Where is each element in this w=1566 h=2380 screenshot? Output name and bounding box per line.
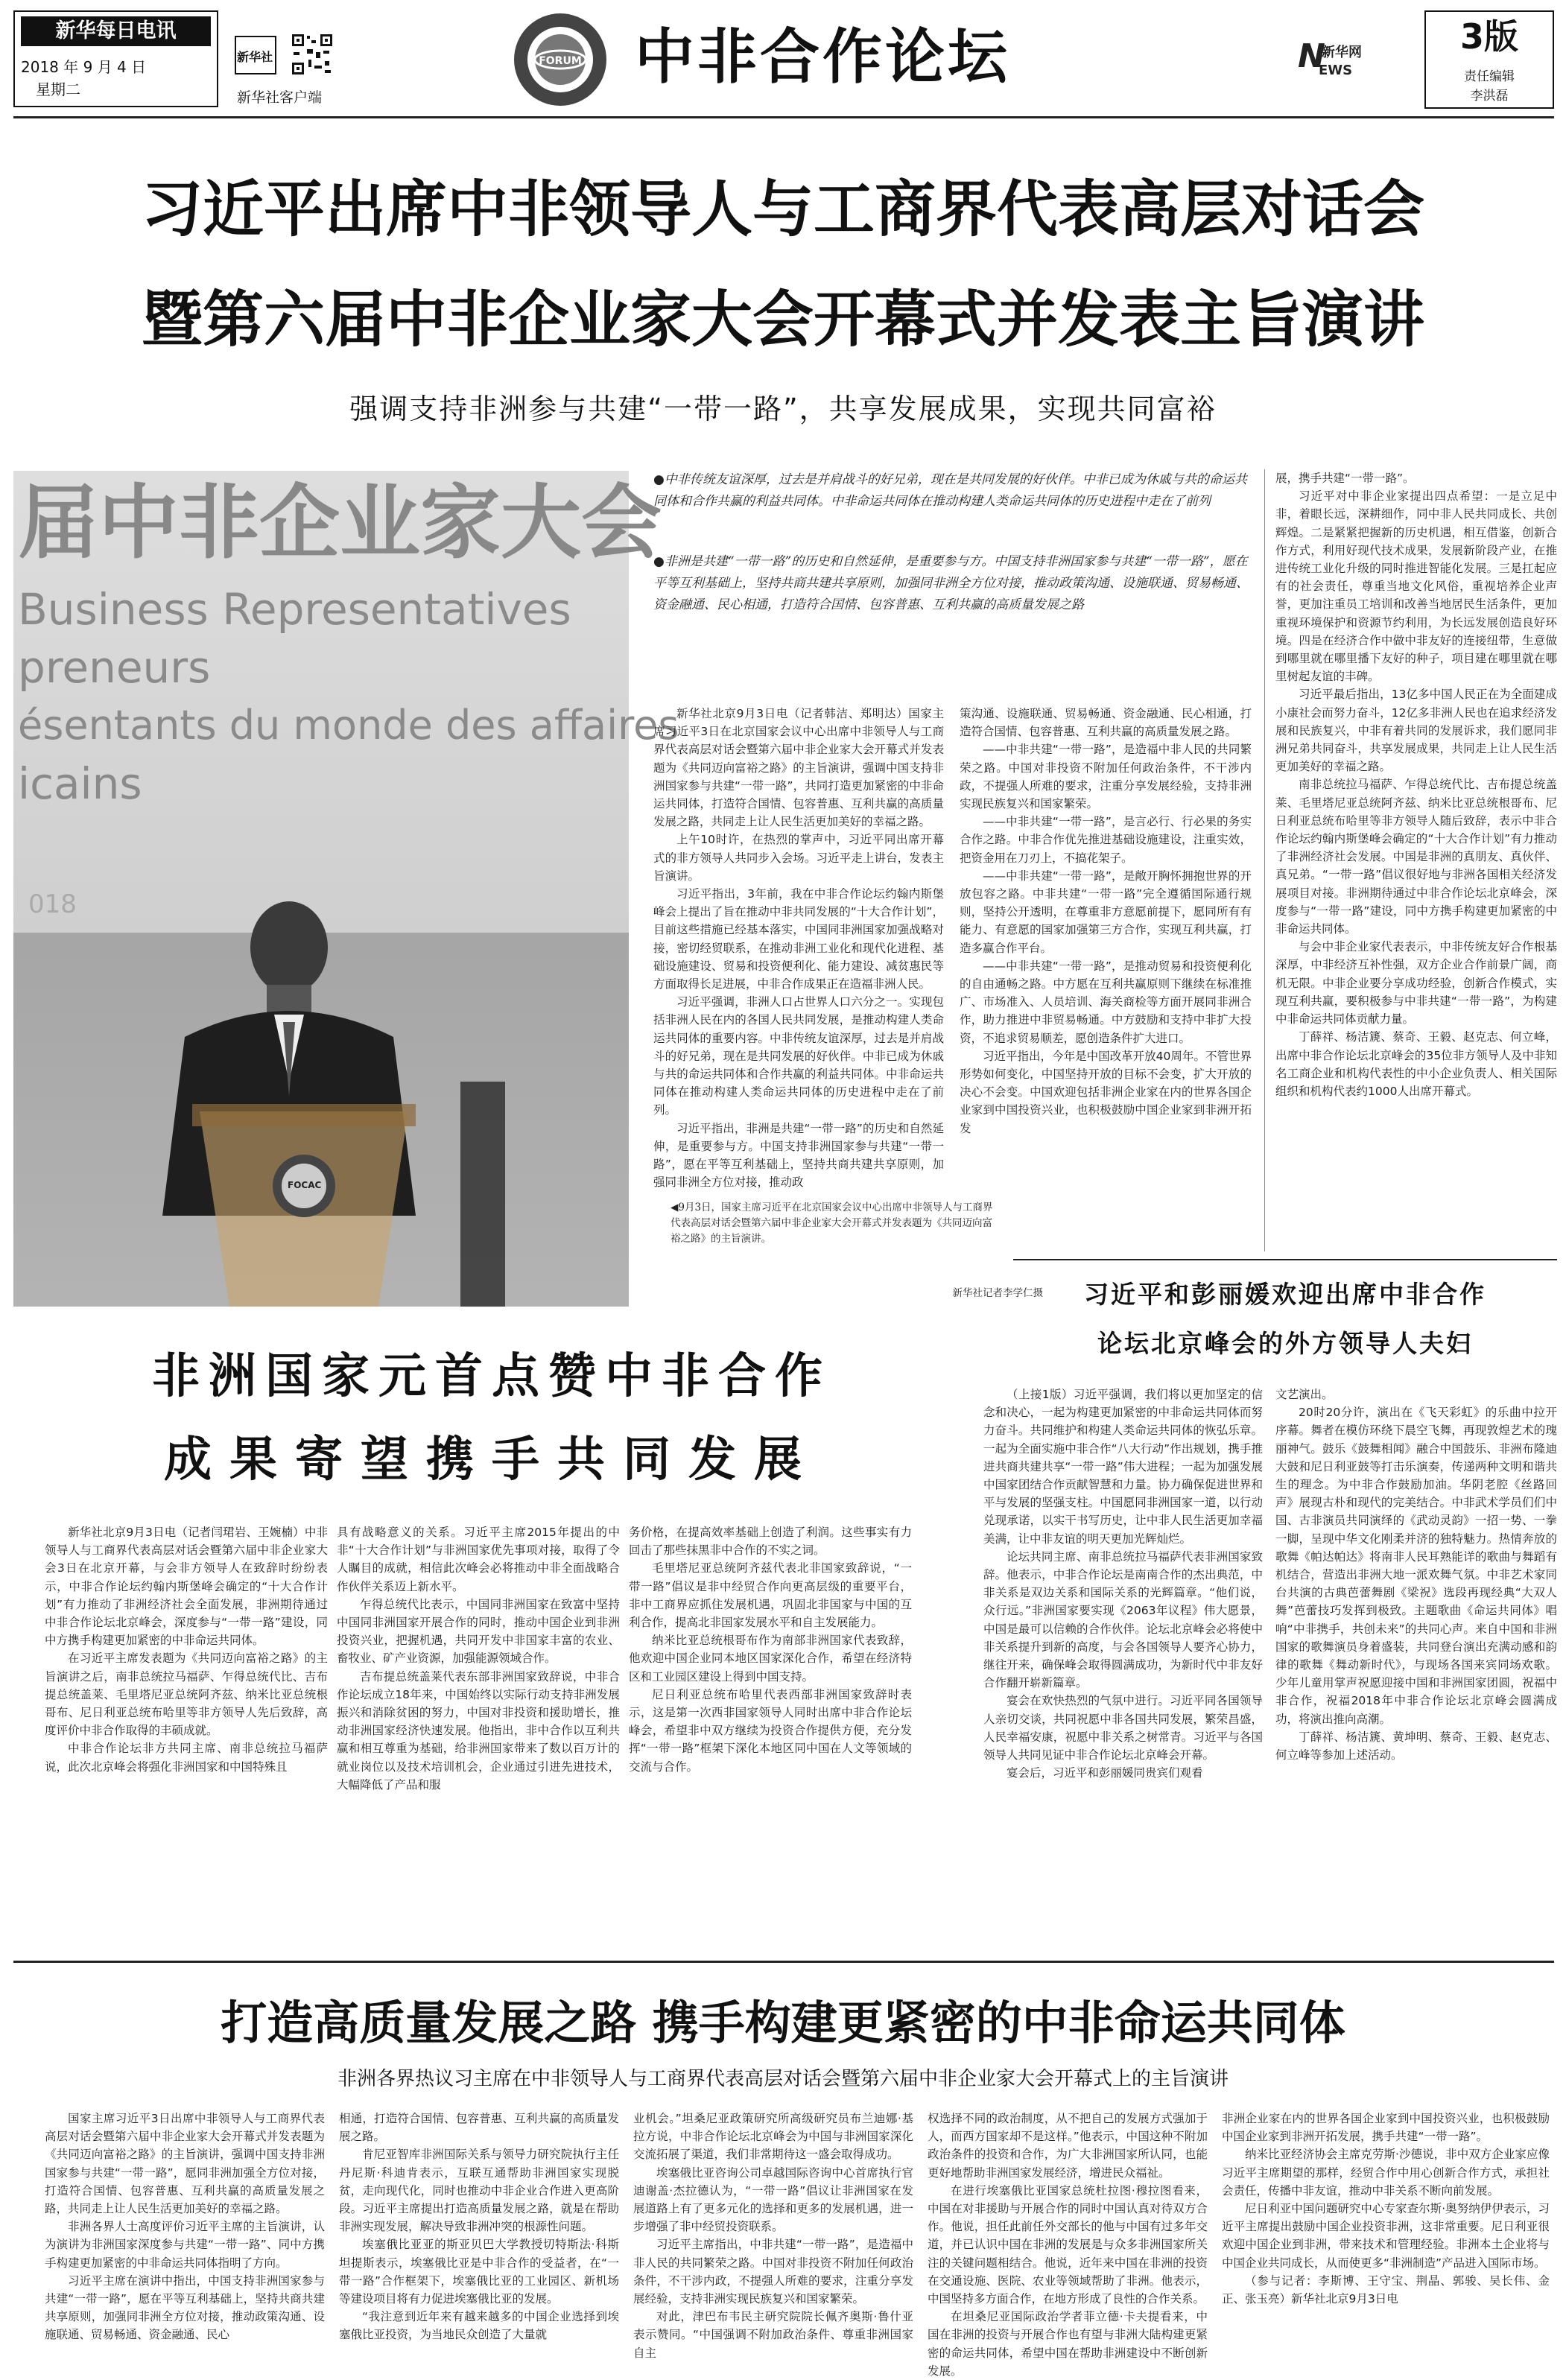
banquet-headline-line2: 论坛北京峰会的外方领导人夫妇 [1097,1329,1473,1358]
paragraph: 习近平指出，今年是中国改革开放40周年。不管世界形势如何变化，中国坚持开放的目标不会变，扩大开放的决心不会变。中国欢迎包括非洲企业家在内的世界各国企业家到中国投资兴业，也积极鼓励中国企业家到非洲开拓发 [960,1049,1252,1135]
paragraph: 吉布提总统盖莱代表东部非洲国家致辞说，中非合作论坛成立18年来，中国始终以实际行动支持非洲发展振兴和消除贫困的努力，中国对非投资和援助增长，推动非洲国家经济快速发展。他指出，非中合作以互利共赢和相互尊重为基础，给非洲国家带来了数以百万计的就业岗位以及技术培训机会，企业通过引进先进技术，大幅降低了产品和服 [337,1669,620,1792]
paragraph: 习近平指出，非洲是共建“一带一路”的历史和自然延伸，是重要参与方。中国支持非洲国家参与共建“一带一路”，愿在平等互利基础上，坚持共商共建共享原则，加强同非洲全方位对接，推动政 [653,1121,944,1190]
backdrop-line: ésentants du monde des affaires [18,702,679,749]
section-rule [13,1961,1554,1963]
paragraph: 具有战略意义的关系。习近平主席2015年提出的中非“十大合作计划”与非洲国家优先事项对接，取得了令人瞩目的成就，相信此次峰会必将推动中非全面战略合作伙伴关系迈上新水平。 [337,1526,620,1593]
backdrop-line: icains [18,758,142,809]
paragraph: 丁薛祥、杨洁篪、黄坤明、蔡奇、王毅、赵克志、何立峰等参加上述活动。 [1275,1730,1557,1762]
paragraph: 新华社北京9月3日电（记者闫珺岩、王婉楠）中非领导人与工商界代表高层对话会暨第六届中非企业家大会3日在北京开幕，与会非方领导人在致辞时纷纷表示，中非合作论坛约翰内斯堡峰会确定的“十大合作计划”有力推动了非洲经济社会全面发展，非洲期待通过中非合作论坛北京峰会，深度参与“一带一路”建设，同中方携手构建更加紧密的中非命运共同体。 [45,1526,328,1648]
banquet-headline-line1: 习近平和彭丽媛欢迎出席中非合作 [1084,1280,1486,1309]
backdrop-line: preneurs [18,642,211,693]
paragraph: ——中非共建“一带一路”，是造福中非人民的共同繁荣之路。中国对非投资不附加任何政治条件，不干涉内政，不提强人所难的要求，注重分享发展经验，支持非洲实现民族复兴和国家繁荣。 [960,743,1252,811]
page-number: 3版 [1459,16,1518,57]
paragraph: 习近平主席指出，中非共建“一带一路”，是造福中非人民的共同繁荣之路。中国对非投资不附加任何政治条件，不干涉内政，不提强人所难的要求，注重分享发展经验，支持非洲实现民族复兴和国家繁荣。 [633,2238,913,2306]
paragraph: 纳米比亚经济协会主席克劳斯·沙德说，非中双方企业家应像习近平主席期望的那样，经贸合作中用心创新合作方式，承担社会责任，传播中非友谊，推动中非关系不断向前发展。 [1222,2148,1550,2197]
main-headline-deck: 强调支持非洲参与共建“一带一路”，共享发展成果，实现共同富裕 [349,393,1217,425]
svg-text:新华网: 新华网 [1322,45,1362,60]
forum-title: 中非合作论坛 [635,22,1010,92]
story3-column-4 [928,2110,1208,2378]
paragraph: 在坦桑尼亚国际政治学者菲立德·卡夫提看来，中国在非洲的投资与开展合作也有望与非洲大陆构建更紧密的命运共同体，希望中国在帮助非洲建设中不断创新发展。 [928,2310,1208,2378]
focac-emblem-icon [511,10,609,109]
paragraph: ——中非共建“一带一路”，是推动贸易和投资便利化的自由通畅之路。中方愿在互利共赢原则下继续在标准推广、市场准入、人员培训、海关商检等方面开展同非洲合作，助力推进中非贸易畅通。中方鼓励和支持中非扩大投资，不追求贸易顺差，愿创造条件扩大进口。 [960,959,1252,1045]
main-headline-line1: 习近平出席中非领导人与工商界代表高层对话会 [141,174,1424,245]
paragraph: 南非总统拉马福萨、乍得总统代比、吉布提总统盖莱、毛里塔尼亚总统阿齐兹、纳米比亚总统根哥布、尼日利亚总统布哈里等非方领导人随后致辞，表示中非合作论坛约翰内斯堡峰会确定的“十大合作计划”有力推动了非洲经济社会发展。中国是非洲的真朋友、真伙伴、真兄弟。“一带一路”倡议很好地与非洲各国相关经济发展项目对接。非洲期待通过中非合作论坛北京峰会，深度参与“一带一路”建设，同中方携手构建更加紧密的中非命运共同体。 [1275,778,1557,936]
paragraph: ——中非共建“一带一路”，是言必行、行必果的务实合作之路。中非合作优先推进基础设施建设，注重实效，把资金用在刀刃上，不搞花架子。 [960,815,1252,865]
main-photo [13,471,679,1307]
main-story-column-3 [1275,469,1557,1251]
story2-column-1 [45,1523,328,1948]
issue-date: 2018 年 9 月 4 日 [21,58,147,76]
main-headline-line2: 暨第六届中非企业家大会开幕式并发表主旨演讲 [141,285,1424,355]
paragraph: 习近平对中非企业家提出四点希望：一是立足中非，着眼长远，深耕细作，同中非人民共同成长、共创辉煌。二是紧紧把握新的历史机遇，相互借鉴，创新合作方式，利用好现代技术成果，发展新阶段产业，在推进传统工业化升级的同时推进智能化发展。三是扛起应有的社会责任，尊重当地文化风俗，重视培养企业声誉，更加注重员工培训和改善当地居民生活条件，更加重视环境保护和资源节约利用，为长远发展创造良好环境。四是在经济合作中做中非友好的连接纽带，生意做到哪里就在哪里播下友好的种子，项目建在哪里就在哪里树起友谊的丰碑。 [1275,489,1557,684]
paragraph: 文艺演出。 [1275,1388,1334,1401]
paragraph: 新华社北京9月3日电（记者韩洁、郑明达）国家主席习近平3日在北京国家会议中心出席中非领导人与工商界代表高层对话会暨第六届中非企业家大会开幕式并发表题为《共同迈向富裕之路》的主旨演讲，强调中国支持非洲国家参与共建“一带一路”，共同打造更加紧密的中非命运共同体，打造符合国情、包容普惠、互利共赢的高质量发展之路，共同走上让人民生活更加美好的幸福之路。 [653,707,944,829]
paragraph: “我注意到近年来有越来越多的中国企业选择到埃塞俄比亚投资，为当地民众创造了大量就 [339,2310,619,2342]
paragraph: 习近平主席在演讲中指出，中国支持非洲国家参与共建“一带一路”，愿在平等互利基础上，坚持共商共建共享原则，加强同非洲全方位对接，推动政策沟通、设施联通、贸易畅通、资金融通、民心 [45,2273,325,2342]
story3-column-2 [339,2110,619,2342]
story2-column-3 [629,1523,912,1948]
paragraph: 尼日利亚总统布哈里代表西部非洲国家致辞时表示，这是第一次西非国家领导人同时出席中非合作论坛峰会，希望非中双方继续为投资合作提供方便，充分发挥“一带一路”框架下深化本地区同中国在人文等领域的交流与合作。 [629,1687,912,1774]
paragraph: 业机会。”坦桑尼亚政策研究所高级研究员布兰迪娜·基拉方说，中非合作论坛北京峰会为中国与非洲国家深化交流拓展了渠道，我们非常期待这一盛会取得成功。 [633,2112,913,2162]
section-rule [1013,1259,1557,1260]
story2-column-2 [337,1523,620,1948]
svg-text:EWS: EWS [1319,63,1353,78]
paragraph: 20时20分许，演出在《飞天彩虹》的乐曲中拉开序幕。舞者在模仿环绕下晨空飞舞，再现敦煌艺术的瑰丽神气。鼓乐《鼓舞相闻》融合中国鼓乐、非洲布隆迪大鼓和尼日利亚鼓等打击乐演奏，传递两种文明和谐共生的理念。为中非合作鼓励加油。华阴老腔《丝路回声》展现古朴和现代的完美结合。中非武术学员们们中国、古非演员共同演绎的《武动灵韵》一招一势、一拳一脚，呈现中华文化刚柔并济的独特魅力。热情奔放的歌舞《帕达帕达》将南非人民耳熟能详的歌曲与舞蹈有机结合，营造出非洲大地一派欢舞气氛。中非艺术家同台共演的古典芭蕾舞剧《梁祝》选段再现经典“大双人舞”芭蕾技巧发挥到极致。主题歌曲《命运共同体》唱响“中非携手，共创未来”的共同心声。来自中国和非洲国家的歌舞演员身着盛装，共同登台演出充满动感和韵律的歌舞《舞动新时代》，与现场各国来宾同场欢歌。少年儿童用掌声祝愿迎接中国和非洲国家团圆，祝福中非合作，祝福2018年中非合作论坛北京峰会圆满成功，将演出推向高潮。 [1275,1406,1557,1726]
qr-code-icon[interactable] [291,33,334,76]
paragraph: （参与记者：李斯博、王守宝、荆晶、郭骏、吴长伟、金正、张玉亮）新华社北京9月3日电 [1222,2273,1550,2306]
paragraph: 宴会后，习近平和彭丽媛同贵宾们观看 [1007,1766,1203,1780]
banquet-column-1 [983,1386,1263,1950]
story3-column-3 [633,2110,913,2360]
banquet-column-2 [1275,1386,1557,1950]
lead-bullet-2: ●非洲是共建“一带一路”的历史和自然延伸，是重要参与方。中国支持非洲国家参与共建“一带一路”，愿在平等互利基础上，坚持共商共建共享原则，加强同非洲全方位对接，推动政策沟通、设施联通、贸易畅通、资金融通、民心相通，打造符合国情、包容普惠、互利共赢的高质量发展之路 [653,554,1249,612]
story3-column-5 [1222,2110,1550,2306]
main-story-column-2 [960,705,1252,1254]
paragraph: 埃塞俄比亚咨询公司卓越国际咨询中心首席执行官迪谢盖·杰拉德认为，“一带一路”倡议让非洲国家在发展道路上有了更多元化的选择和更多的发展机遇，进一步增强了非中经贸投资联系。 [633,2165,913,2234]
main-photo-credit: 新华社记者李学仁摄 [952,1287,1043,1299]
issue-weekday: 星期二 [36,80,80,98]
paragraph: 中非合作论坛非方共同主席、南非总统拉马福萨说，此次北京峰会将强化非洲国家和中国特殊且 [45,1742,328,1774]
paragraph: 展，携手共建“一带一路”。 [1275,472,1415,485]
paragraph: 尼日利亚中国问题研究中心专家查尔斯·奥努纳伊伊表示，习近平主席提出鼓励中国企业投资非洲，这非常重要。尼日利亚很欢迎中国企业到非洲，带来技术和管理经验。非洲本土企业将与中国企业共同成长，从而使更多“非洲制造”产品进入国际市场。 [1222,2202,1550,2270]
masthead-rule [13,116,1554,118]
backdrop-line: 018 [28,889,77,919]
editor-label: 责任编辑 [1464,69,1515,84]
paragraph: 肯尼亚智库非洲国际关系与领导力研究院执行主任丹尼斯·科迪肯表示，互联互通帮助非洲国家实现脱贫，走向现代化，同时也推动中非企业合作进入更高阶段。习近平主席提出打造高质量发展之路，就是在帮助非洲实现发展，解决导致非洲冲突的根源性问题。 [339,2148,619,2234]
paragraph: 埃塞俄比亚亚的斯亚贝巴大学教授切特斯法·科斯坦提斯表示，埃塞俄比亚是中非合作的受益者，在“一带一路”合作框架下，埃塞俄比亚的工业园区、新机场等建设项目将有力促进埃塞俄比亚的发展。 [339,2238,619,2306]
story3-deck: 非洲各界热议习主席在中非领导人与工商界代表高层对话会暨第六届中非企业家大会开幕式上的主旨演讲 [337,2068,1229,2090]
news-logo-icon [1296,30,1360,82]
paragraph: 国家主席习近平3日出席中非领导人与工商界代表高层对话会暨第六届中非企业家大会开幕式并发表题为《共同迈向富裕之路》的主旨演讲，强调中国支持非洲国家参与共建“一带一路”，愿同非洲加强全方位对接，打造符合国情、包容普惠、互利共赢的高质量发展之路，共同走上让人民生活更加美好的幸福之路。 [45,2112,325,2216]
paragraph: 与会中非企业家代表表示，中非传统友好合作根基深厚，中非经济互补性强，双方企业合作前景广阔，商机无限。中非企业要分享成功经验，创新合作模式，实现互利共赢，要积极参与中非共建“一带一路”，为构建中非命运共同体贡献力量。 [1275,940,1557,1026]
svg-text:N: N [1298,37,1325,75]
paragraph: 在习近平主席发表题为《共同迈向富裕之路》的主旨演讲之后，南非总统拉马福萨、乍得总统代比、吉布提总统盖莱、毛里塔尼亚总统阿齐兹、纳米比亚总统根哥布、尼日利亚总统布哈里等非方领导人先后致辞，高度评价中非合作取得的丰硕成就。 [45,1651,328,1738]
paragraph: 纳米比亚总统根哥布作为南部非洲国家代表致辞，他欢迎中国企业同本地区国家深化合作，希望在经济特区和工业园区建设上得到中国支持。 [629,1634,912,1684]
lectern-emblem-label: FOCAC [288,1180,322,1190]
paragraph: ——中非共建“一带一路”，是敞开胸怀拥抱世界的开放包容之路。中非共建“一带一路”完全遵循国际通行规则，坚持公开透明，在尊重非方意愿前提下，愿同所有有能力、有意愿的国家加强第三方合作，实现互利共赢，打造多赢合作平台。 [960,869,1252,955]
editor-name: 李洪磊 [1470,89,1509,104]
main-story-column-1 [653,705,944,1189]
paragraph: 非洲各界人士高度评价习近平主席的主旨演讲，认为演讲为非洲国家深度参与共建“一带一路”、同中方携手构建更加紧密的中非命运共同体指明了方向。 [45,2220,325,2270]
paragraph: 在进行埃塞俄比亚国家总统杜拉图·穆拉图看来，中国在对非援助与开展合作的同时中国认真对待双方合作。他说，担任此前任外交部长的他与中国有过多年交道，并已认识中国在非洲的发展是与众多非洲国家所关注的关键问题相结合。他说，近年来中国在非洲的投资在交通设施、医院、农业等领域帮助了非洲。他表示，中国坚持多方面合作，在地方形成了良性的合作关系。 [928,2183,1208,2306]
paragraph: 论坛共同主席、南非总统拉马福萨代表非洲国家致辞。他表示，中非合作论坛是南南合作的杰出典范，中非关系是双边关系和国际关系的光辉篇章。“他们说，众行远。”非洲国家要实现《2063年议程》伟大愿景，中国是最可以信赖的合作伙伴。论坛北京峰会必将使中非关系提升到新的高度，与会各国领导人要齐心协力，继往开来，确保峰会取得圆满成功，为新时代中非友好合作翻开崭新篇章。 [983,1549,1263,1690]
agency-name: 新华每日电讯 [21,16,211,46]
main-photo-caption: ◀9月3日，国家主席习近平在北京国家会议中心出席中非领导人与工商界代表高层对话会暨第六届中非企业家大会开幕式并发表题为《共同迈向富裕之路》的主旨演讲。 [671,1202,993,1245]
client-label: 新华社客户端 [237,89,323,106]
paragraph: 非洲企业家在内的世界各国企业家到中国投资兴业，也积极鼓励中国企业家到非洲开拓发展，携手共建“一带一路”。 [1222,2112,1550,2144]
paragraph: 习近平强调，非洲人口占世界人口六分之一。实现包括非洲人民在内的各国人民共同发展，是推动构建人类命运共同体的重要内容。中非传统友谊深厚，过去是并肩战斗的好兄弟，现在是共同发展的好伙伴。中非已成为休戚与共的命运共同体和合作共赢的利益共同体。中非命运共同体在推动构建人类命运共同体的历史进程中走在了前列。 [653,995,944,1117]
paragraph: 习近平指出，3年前，我在中非合作论坛约翰内斯堡峰会上提出了旨在推动中非共同发展的“十大合作计划”，目前这些措施已经基本落实，中国同非洲国家加强战略对接，密切经贸联系，在推动非洲工业化和现代化进程、基础设施建设、贸易和投资便利化、能力建设、减贫惠民等方面取得长足进展，中非合作成果正在造福非洲人民。 [653,887,944,991]
client-logo-text: 新华社 [237,50,273,64]
paragraph: 丁薛祥、杨洁篪、蔡奇、王毅、赵克志、何立峰，出席中非合作论坛北京峰会的35位非方领导人及中非知名工商企业和机构代表性的中小企业负责人、相关国际组织和机构代表约1000人出席开幕式。 [1275,1030,1557,1098]
paragraph: 习近平最后指出，13亿多中国人民正在为全面建成小康社会而努力奋斗，12亿多非洲人民也在追求经济发展和民族复兴，中非有着共同的发展诉求，我们愿同非洲兄弟共同奋斗，共享发展成果，共同走上让人民生活更加美好的幸福之路。 [1275,688,1557,774]
paragraph: 乍得总统代比表示，中国同非洲国家在致富中坚持中国同非洲国家开展合作的同时，推动中国企业到非洲投资兴业，把握机遇，共同开发中非国家丰富的农业、畜牧业、矿产业资源，加强能源领域合作。 [337,1597,620,1666]
paragraph: （上接1版）习近平强调，我们将以更加坚定的信念和决心，一起为构建更加紧密的中非命运共同体而努力奋斗。共同维护和构建人类命运共同体的恢弘乐章。一起为全面实施中非合作“八大行动”作出规划，携手推进共商共建共享“一带一路”伟大进程；一起为加强发展中国家团结合作贡献智慧和力量。协力确保促进世界和平与发展的坚强支柱。中国愿同非洲国家一道，以行动兑现承诺，以实干书写历史，让中非人民生活更加幸福美满，让中非友谊的明天更加光辉灿烂。 [983,1388,1263,1546]
paragraph: 策沟通、设施联通、贸易畅通、资金融通、民心相通，打造符合国情、包容普惠、互利共赢的高质量发展之路。 [960,707,1252,739]
column-divider [1264,469,1265,1251]
story3-headline: 打造高质量发展之路 携手构建更紧密的中非命运共同体 [221,1996,1345,2050]
paragraph: 宴会在欢快热烈的气氛中进行。习近平同各国领导人亲切交谈，共同祝愿中非各国共同发展，繁荣昌盛，人民幸福安康，祝愿中非关系之树常青。习近平与各国领导人共同见证中非合作论坛北京峰会开幕。 [983,1694,1263,1762]
paragraph: 务价格，在提高效率基础上创造了利润。这些事实有力回击了那些抹黑非中合作的不实之词。 [629,1526,912,1558]
svg-text:FORUM: FORUM [539,55,582,67]
paragraph: 相通，打造符合国情、包容普惠、互利共赢的高质量发展之路。 [339,2112,619,2144]
story2-headline-line1: 非洲国家元首点赞中非合作 [152,1348,831,1404]
paragraph: 上午10时许，在热烈的掌声中，习近平同出席开幕式的非方领导人共同步入会场。习近平走上讲台，发表主旨演讲。 [653,833,944,883]
backdrop-line: Business Representatives [18,584,571,635]
story2-headline-line2: 成果寄望携手共同发展 [164,1432,820,1488]
backdrop-line: 届中非企业家大会 [18,477,662,570]
story3-column-1 [45,2110,325,2342]
paragraph: 毛里塔尼亚总统阿齐兹代表北非国家致辞说，“一带一路”倡议是非中经贸合作向更高层级的重要平台，非中工商界应抓住发展机遇，巩固北非国家与中国的互利合作，提高北非国家发展水平和自主发展能力。 [629,1561,912,1630]
lead-bullet-1: ●中非传统友谊深厚，过去是并肩战斗的好兄弟，现在是共同发展的好伙伴。中非已成为休戚与共的命运共同体和合作共赢的利益共同体。中非命运共同体在推动构建人类命运共同体的历史进程中走在了前列 [653,472,1247,509]
paragraph: 对此，津巴布韦民主研究院院长佩齐奥斯·鲁什亚表示赞同。“中国强调不附加政治条件、尊重非洲国家自主 [633,2310,913,2360]
paragraph: 权选择不同的政治制度，从不把自己的发展方式强加于人，而西方国家却不是这样。”他表示，中国这种不附加政治条件的投资和合作，为广大非洲国家所认同，也能更好地帮助非洲国家发展经济，增进民众福祉。 [928,2112,1208,2180]
